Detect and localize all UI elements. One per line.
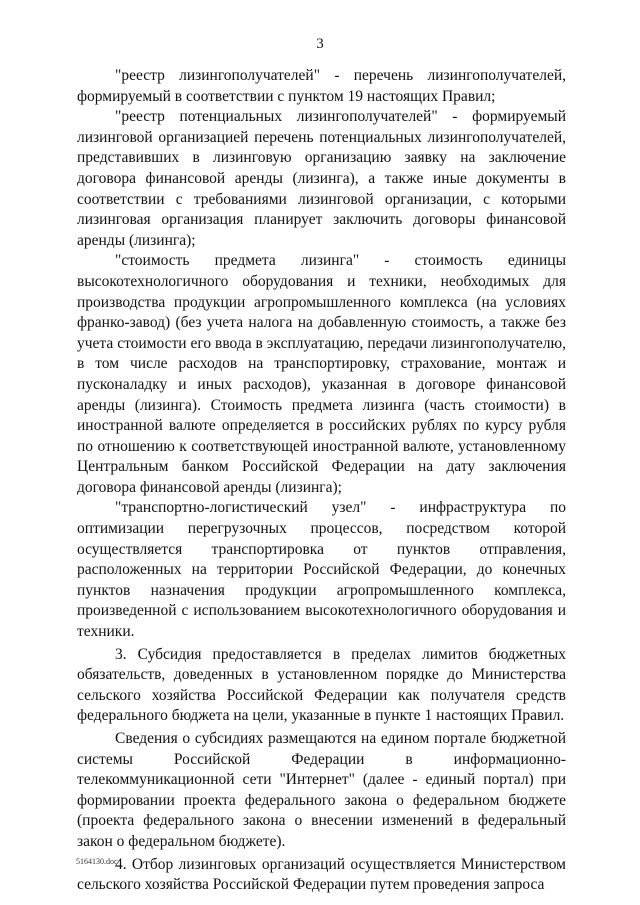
paragraph-lessee-registry: "реестр лизингополучателей" - перечень лизингополучателей, формируемый в соответствии с пунктом 19 настоящих Правил; (77, 67, 566, 105)
paragraph-logistics-hub: "транспортно-логистический узел" - инфраструктура по оптимизации перегрузочных процессов, посредством которой осуществляется транспортировка от пунктов отправления, расположенных на территории Российской Федерации, до конечных пунктов назначения продукции агропромышленного комплекса, произведенной с использованием высокотехнологичного оборудования и техники. (77, 499, 566, 641)
paragraph-potential-lessee-registry: "реестр потенциальных лизингополучателей" - формируемый лизинговой организацией перечень потенциальных лизингополучателей, представивших в лизинговую организацию заявку на заключение договора финансовой аренды (лизинга), а также иные документы в соответствии с требованиями лизинговой организации, с которыми лизинговая организация планирует заключить договоры финансовой аренды (лизинга); (77, 108, 566, 249)
document-body (77, 66, 566, 896)
footer-doc-code: 5164130.doc (76, 857, 118, 866)
paragraph-clause-3: 3. Субсидия предоставляется в пределах лимитов бюджетных обязательств, доведенных в установленном порядке до Министерства сельского хозяйства Российской Федерации как получателя средств федерального бюджета на цели, указанные в пункте 1 настоящих Правил. (77, 645, 566, 725)
paragraph-clause-4: 4. Отбор лизинговых организаций осуществляется Министерством сельского хозяйства Российской Федерации путем проведения запроса (77, 855, 566, 894)
paragraph-subsidy-info: Сведения о субсидиях размещаются на едином портале бюджетной системы Российской Федерации в информационно-телекоммуникационной сети "Интернет" (далее - единый портал) при формировании проекта федерального закона о федеральном бюджете (проекта федерального закона о внесении изменений в федеральный закон о федеральном бюджете). (77, 730, 566, 850)
paragraph-leasing-item-cost: "стоимость предмета лизинга" - стоимость единицы высокотехнологичного оборудования и техники, необходимых для производства продукции агропромышленного комплекса (на условиях франко-завод) (без учета налога на добавленную стоимость, а также без учета стоимости его ввода в эксплуатацию, передачи лизингополучателю, в том числе расходов на транспортировку, страхование, монтаж и пусконаладку и иных расходов), указанная в договоре финансовой аренды (лизинга). Стоимость предмета лизинга (часть стоимости) в иностранной валюте определяется в российских рублях по курсу рубля по отношению к соответствующей иностранной валюте, установленному Центральным банком Российской Федерации на дату заключения договора финансовой аренды (лизинга); (77, 252, 566, 496)
page-number: 3 (316, 36, 324, 52)
